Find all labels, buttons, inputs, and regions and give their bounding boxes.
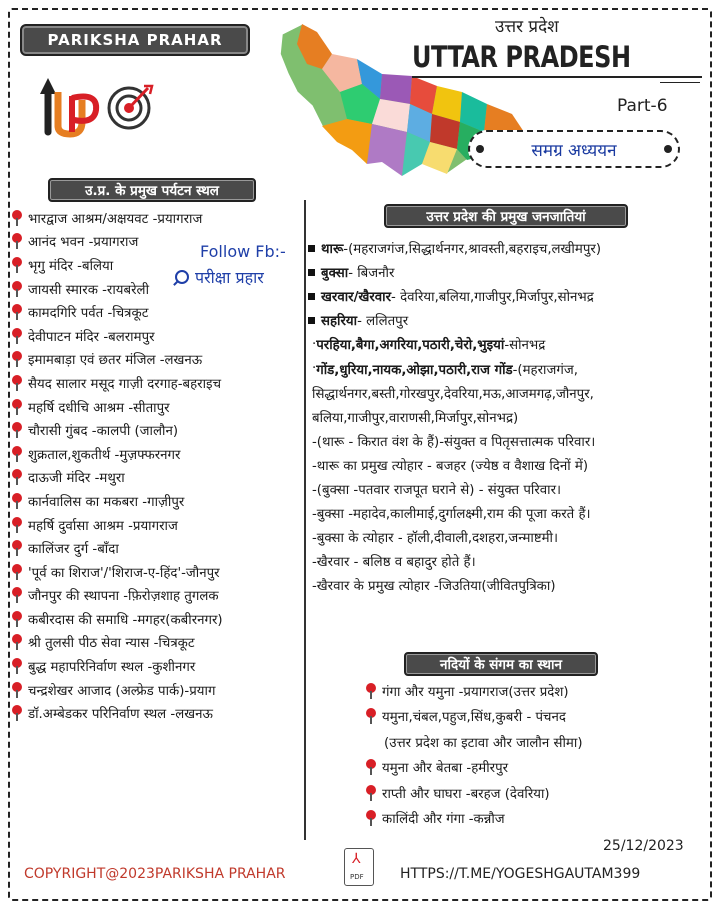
tribe-note-text: -थारू का प्रमुख त्योहार - बजहर (ज्येष्ठ व वैशाख दिनों में) <box>312 458 589 474</box>
list-item-text: कार्नवालिस का मकबरा -गाज़ीपुर <box>28 494 185 510</box>
list-item <box>12 442 312 466</box>
list-item-text: दाऊजी मंदिर -मथुरा <box>28 471 125 487</box>
confluence-heading: नदियों के संगम का स्थान <box>404 652 598 676</box>
list-item <box>12 348 312 372</box>
map-pin-icon <box>12 587 22 603</box>
tourist-places-list <box>12 206 312 725</box>
list-item-text: आनंद भवन -प्रयागराज <box>28 235 139 251</box>
tribe-name: सहरिया <box>321 314 358 330</box>
list-item-text: चन्द्रशेखर आजाद (अल्फ्रेड पार्क)-प्रयाग <box>28 683 216 699</box>
map-pin-icon <box>12 210 22 226</box>
study-badge: समग्र अध्ययन <box>468 130 680 168</box>
list-item <box>12 560 312 584</box>
target-icon <box>109 86 152 128</box>
list-item-text: कामदगिरि पर्वत -चित्रकूट <box>28 306 149 322</box>
list-item <box>12 206 312 230</box>
square-bullet-icon <box>308 317 315 324</box>
list-item <box>12 584 312 608</box>
list-item-text: महर्षि दधीचि आश्रम -सीतापुर <box>28 400 170 416</box>
tribe-note <box>308 525 710 549</box>
confluence-item <box>366 806 706 832</box>
list-item-text: जौनपुर की स्थापना -फ़िरोज़शाह तुगलक <box>28 589 219 605</box>
logo <box>36 70 156 140</box>
list-item <box>12 631 312 655</box>
tribe-note-text: -बुक्सा -महादेव,कालीमाई,दुर्गालक्ष्मी,राम की पूजा करते हैं। <box>312 507 591 523</box>
map-pin-icon <box>12 682 22 698</box>
tribe-note <box>308 573 710 597</box>
map-pin-icon <box>12 564 22 580</box>
map-pin-icon <box>12 634 22 650</box>
list-item <box>12 418 312 442</box>
list-item-text: सैयद सालार मसूद गाज़ी दरगाह-बहराइच <box>28 376 222 392</box>
list-item-text: महर्षि दुर्वासा आश्रम -प्रयागराज <box>28 518 178 534</box>
map-pin-icon <box>12 328 22 344</box>
map-pin-icon <box>366 708 376 724</box>
tribe-bullet <box>308 308 710 332</box>
tribe-region: - ललितपुर <box>357 314 409 330</box>
facebook-page-name: परीक्षा प्रहार <box>195 268 264 287</box>
map-pin-icon <box>12 469 22 485</box>
confluence-item <box>366 729 706 755</box>
tribe-note <box>308 429 710 453</box>
map-pin-icon <box>12 281 22 297</box>
brand-badge: PARIKSHA PRAHAR <box>20 24 250 56</box>
facebook-page-link[interactable] <box>175 266 264 288</box>
list-item <box>12 466 312 490</box>
map-pin-icon <box>12 375 22 391</box>
square-bullet-icon <box>308 293 315 300</box>
map-pin-icon <box>12 422 22 438</box>
list-item <box>12 607 312 631</box>
part-label: Part-6 <box>617 96 668 116</box>
tribe-note-text: बलिया,गाजीपुर,वाराणसी,मिर्जापुर,सोनभद्र) <box>312 410 519 426</box>
column-divider <box>304 200 306 840</box>
date-label: 25/12/2023 <box>603 838 684 854</box>
map-pin-icon <box>12 233 22 249</box>
tribe-note <box>308 381 710 405</box>
square-bullet-icon <box>308 269 315 276</box>
tribe-group: गोंड,धुरिया,नायक,ओझा,पठारी,राज गोंड <box>316 362 513 378</box>
map-pin-icon <box>12 658 22 674</box>
list-item-text: बुद्ध महापरिनिर्वाण स्थल -कुशीनगर <box>28 660 196 676</box>
map-pin-icon <box>12 611 22 627</box>
list-item-text: शुक्रताल,शुकतीर्थ -मुज़फ्फरनगर <box>28 447 181 463</box>
list-item-text: भारद्वाज आश्रम/अक्षयवट -प्रयागराज <box>28 211 203 227</box>
tribe-note-text: -(महराजगंज, <box>512 362 578 378</box>
tribe-note-text: सिद्धार्थनगर,बस्ती,गोरखपुर,देवरिया,मऊ,आजमगढ़,जौनपुर, <box>312 386 594 402</box>
search-icon <box>175 270 189 284</box>
pdf-icon: ⅄ PDF <box>344 848 374 886</box>
map-pin-icon <box>366 810 376 826</box>
tribe-name: थारू <box>321 242 344 258</box>
tribes-heading: उत्तर प्रदेश की प्रमुख जनजातियां <box>384 204 628 228</box>
tribe-note <box>308 477 710 501</box>
list-item <box>12 395 312 419</box>
list-item <box>12 489 312 513</box>
map-pin-icon <box>12 257 22 273</box>
tribe-note <box>308 332 710 356</box>
list-item-text: चौरासी गुंबद -कालपी (जालौन) <box>28 424 179 440</box>
confluence-item <box>366 755 706 781</box>
tribe-name: खरवार/खैरवार <box>321 290 392 306</box>
map-pin-icon <box>12 540 22 556</box>
list-item-text: श्री तुलसी पीठ सेवा न्यास -चित्रकूट <box>28 636 195 652</box>
confluence-list <box>366 678 706 831</box>
tribe-region: -(महराजगंज,सिद्धार्थनगर,श्रावस्ती,बहराइच,लखीमपुर) <box>343 242 602 258</box>
dot-bullet-icon: · <box>312 336 317 352</box>
map-pin-icon <box>366 683 376 699</box>
confluence-item <box>366 780 706 806</box>
tribe-note <box>308 405 710 429</box>
up-logo-icon <box>40 78 96 134</box>
tribe-bullet <box>308 260 710 284</box>
state-name-hindi: उत्तर प्रदेश <box>495 17 559 37</box>
list-item-text: जायसी स्मारक -रायबरेली <box>28 282 150 298</box>
confluence-text: यमुना,चंबल,पहुज,सिंध,कुबरी - पंचनद <box>382 710 566 726</box>
tribe-note <box>308 356 710 380</box>
tribe-note-text: -बुक्सा के त्योहार - हॉली,दीवाली,दशहरा,जन्माष्टमी। <box>312 531 559 547</box>
map-pin-icon <box>12 446 22 462</box>
copyright-text: COPYRIGHT@2023PARIKSHA PRAHAR <box>24 866 286 882</box>
list-item <box>12 536 312 560</box>
confluence-text: राप्ती और घाघरा -बरहज (देवरिया) <box>382 786 550 802</box>
list-item-text: कबीरदास की समाधि -मगहर(कबीरनगर) <box>28 612 223 628</box>
list-item <box>12 654 312 678</box>
map-pin-icon <box>12 493 22 509</box>
list-item-text: इमामबाड़ा एवं छतर मंजिल -लखनऊ <box>28 353 203 369</box>
confluence-item <box>366 704 706 730</box>
tribe-note-text: -खैरवार - बलिष्ठ व बहादुर होते हैं। <box>312 555 476 571</box>
pdf-label: PDF <box>350 873 364 881</box>
list-item-text: कालिंजर दुर्ग -बाँदा <box>28 542 119 558</box>
confluence-text: कालिंदी और गंगा -कन्नौज <box>382 812 505 828</box>
map-pin-icon <box>12 304 22 320</box>
confluence-item <box>366 678 706 704</box>
tribe-bullet <box>308 236 710 260</box>
tribe-bullet <box>308 284 710 308</box>
map-pin-icon <box>366 759 376 775</box>
square-bullet-icon <box>308 245 315 252</box>
confluence-text: (उत्तर प्रदेश का इटावा और जालौन सीमा) <box>384 735 583 751</box>
state-name-english: UTTAR PRADESH <box>412 40 631 74</box>
list-item <box>12 371 312 395</box>
dot-bullet-icon: · <box>312 361 317 377</box>
list-item-text: 'पूर्व का शिराज'/'शिराज-ए-हिंद'-जौनपुर <box>28 565 220 581</box>
list-item-text: डॉ.अम्बेडकर परिनिर्वाण स्थल -लखनऊ <box>28 707 213 723</box>
tribes-list <box>308 236 710 597</box>
tribe-region: - बिजनौर <box>348 266 395 282</box>
list-item-text: देवीपाटन मंदिर -बलरामपुर <box>28 329 155 345</box>
list-item <box>12 701 312 725</box>
title-underline <box>412 76 702 78</box>
list-item <box>12 324 312 348</box>
list-item <box>12 277 312 301</box>
tribe-note-text: -(थारू - किरात वंश के हैं)-संयुक्त व पितृसत्तात्मक परिवार। <box>312 434 596 450</box>
map-pin-icon <box>12 399 22 415</box>
tribe-group: परहिया,बैगा,अगरिया,पठारी,चेरो,भुइयां <box>316 338 505 354</box>
map-pin-icon <box>366 785 376 801</box>
list-item-text: भृगु मंदिर -बलिया <box>28 258 114 274</box>
tribe-note-text: -खैरवार के प्रमुख त्योहार -जिउतिया(जीवितपुत्रिका) <box>312 579 556 595</box>
map-pin-icon <box>12 351 22 367</box>
tribe-region: - देवरिया,बलिया,गाजीपुर,मिर्जापुर,सोनभद्र <box>391 290 594 306</box>
map-pin-icon <box>12 517 22 533</box>
list-item <box>12 678 312 702</box>
tribe-note <box>308 549 710 573</box>
tourist-places-heading: उ.प्र. के प्रमुख पर्यटन स्थल <box>48 178 256 202</box>
follow-label: Follow Fb:- <box>200 242 286 261</box>
telegram-link[interactable]: HTTPS://T.ME/YOGESHGAUTAM399 <box>400 866 641 882</box>
tribe-name: बुक्सा <box>321 266 349 282</box>
list-item <box>12 300 312 324</box>
tribe-note <box>308 453 710 477</box>
confluence-text: गंगा और यमुना -प्रयागराज(उत्तर प्रदेश) <box>382 684 569 700</box>
map-pin-icon <box>12 705 22 721</box>
tribe-note-text: -(बुक्सा -पतवार राजपूत घराने से) - संयुक्त परिवार। <box>312 482 562 498</box>
tribe-note <box>308 501 710 525</box>
title-underline-accent <box>660 82 700 83</box>
tribe-note-text: -सोनभद्र <box>504 338 546 354</box>
list-item <box>12 513 312 537</box>
confluence-text: यमुना और बेतबा -हमीरपुर <box>382 761 509 777</box>
